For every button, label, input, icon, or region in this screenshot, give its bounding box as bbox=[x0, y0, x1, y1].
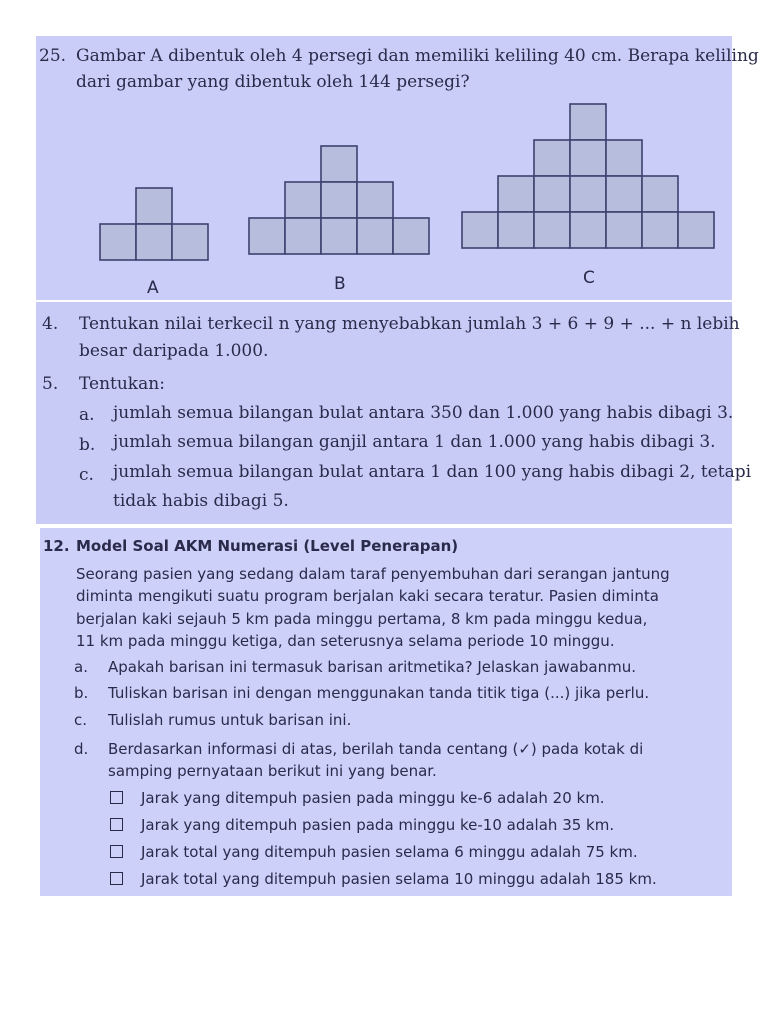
intro-line: Seorang pasien yang sedang dalam taraf penyembuhan dari serangan jantung bbox=[76, 565, 670, 583]
square bbox=[498, 212, 534, 248]
question-text-line: Gambar A dibentuk oleh 4 persegi dan memiliki keliling 40 cm. Berapa keliling bbox=[76, 46, 759, 66]
square bbox=[606, 212, 642, 248]
question-number: 12. bbox=[43, 537, 70, 555]
statement-text: Jarak total yang ditempuh pasien selama 6 minggu adalah 75 km. bbox=[141, 843, 638, 861]
part-letter: d. bbox=[74, 740, 89, 758]
square bbox=[570, 212, 606, 248]
item-text: tidak habis dibagi 5. bbox=[113, 491, 289, 511]
square bbox=[136, 224, 172, 260]
square bbox=[642, 176, 678, 212]
question-title: Tentukan: bbox=[79, 374, 165, 394]
square bbox=[100, 224, 136, 260]
question-number: 25. bbox=[39, 46, 67, 66]
square bbox=[534, 140, 570, 176]
square bbox=[606, 140, 642, 176]
questions-4-5-panel bbox=[36, 302, 752, 524]
square bbox=[321, 146, 357, 182]
question-text-line: dari gambar yang dibentuk oleh 144 persegi? bbox=[76, 72, 470, 92]
part-text: Apakah barisan ini termasuk barisan aritmetika? Jelaskan jawabanmu. bbox=[108, 658, 637, 676]
intro-line: 11 km pada minggu ketiga, dan seterusnya selama periode 10 minggu. bbox=[76, 632, 615, 650]
statement-checkbox[interactable] bbox=[110, 818, 123, 831]
square bbox=[321, 218, 357, 254]
square bbox=[285, 218, 321, 254]
square bbox=[357, 182, 393, 218]
part-text: Tuliskan barisan ini dengan menggunakan tanda titik tiga (...) jika perlu. bbox=[108, 684, 650, 702]
part-letter: a. bbox=[74, 658, 88, 676]
question-number: 5. bbox=[42, 374, 59, 394]
part-letter: b. bbox=[74, 684, 89, 702]
figure-c bbox=[462, 104, 714, 248]
part-text: Berdasarkan informasi di atas, berilah tanda centang (✓) pada kotak di bbox=[108, 740, 644, 758]
question-number: 4. bbox=[42, 314, 59, 334]
item-text: jumlah semua bilangan bulat antara 1 dan 100 yang habis dibagi 2, tetapi bbox=[113, 462, 752, 482]
question-25-panel bbox=[36, 36, 759, 300]
statement-text: Jarak yang ditempuh pasien pada minggu ke-10 adalah 35 km. bbox=[141, 816, 615, 834]
square bbox=[570, 104, 606, 140]
intro-line: berjalan kaki sejauh 5 km pada minggu pertama, 8 km pada minggu kedua, bbox=[76, 610, 648, 628]
figure-label-c: C bbox=[583, 268, 595, 288]
question-text-line: besar daripada 1.000. bbox=[79, 341, 269, 361]
square bbox=[285, 182, 321, 218]
statement-checkbox[interactable] bbox=[110, 845, 123, 858]
figure-a bbox=[100, 188, 208, 260]
item-letter: c. bbox=[79, 465, 94, 485]
statement-checkbox[interactable] bbox=[110, 791, 123, 804]
intro-line: diminta mengikuti suatu program berjalan kaki secara teratur. Pasien diminta bbox=[76, 587, 659, 605]
part-text: samping pernyataan berikut ini yang benar. bbox=[108, 762, 437, 780]
square bbox=[498, 176, 534, 212]
square bbox=[136, 188, 172, 224]
item-text: jumlah semua bilangan bulat antara 350 dan 1.000 yang habis dibagi 3. bbox=[113, 403, 734, 423]
square bbox=[570, 140, 606, 176]
square bbox=[570, 176, 606, 212]
square bbox=[393, 218, 429, 254]
square-pattern-figures bbox=[36, 36, 732, 300]
statement-text: Jarak yang ditempuh pasien pada minggu ke-6 adalah 20 km. bbox=[141, 789, 605, 807]
square bbox=[642, 212, 678, 248]
square bbox=[172, 224, 208, 260]
square bbox=[321, 182, 357, 218]
square bbox=[357, 218, 393, 254]
item-text: jumlah semua bilangan ganjil antara 1 dan 1.000 yang habis dibagi 3. bbox=[113, 432, 716, 452]
statement-text: Jarak total yang ditempuh pasien selama 10 minggu adalah 185 km. bbox=[141, 870, 657, 888]
square bbox=[606, 176, 642, 212]
square bbox=[534, 212, 570, 248]
statement-checkbox[interactable] bbox=[110, 872, 123, 885]
square bbox=[534, 176, 570, 212]
square bbox=[462, 212, 498, 248]
question-12-panel bbox=[40, 528, 732, 896]
square bbox=[678, 212, 714, 248]
part-text: Tulislah rumus untuk barisan ini. bbox=[108, 711, 352, 729]
question-title: Model Soal AKM Numerasi (Level Penerapan) bbox=[76, 537, 459, 555]
item-letter: b. bbox=[79, 435, 96, 455]
part-letter: c. bbox=[74, 711, 88, 729]
figure-b bbox=[249, 146, 429, 254]
item-letter: a. bbox=[79, 405, 95, 425]
figure-label-b: B bbox=[334, 274, 346, 294]
figure-label-a: A bbox=[147, 278, 159, 298]
square bbox=[249, 218, 285, 254]
question-text-line: Tentukan nilai terkecil n yang menyebabkan jumlah 3 + 6 + 9 + ... + n lebih bbox=[79, 314, 740, 334]
